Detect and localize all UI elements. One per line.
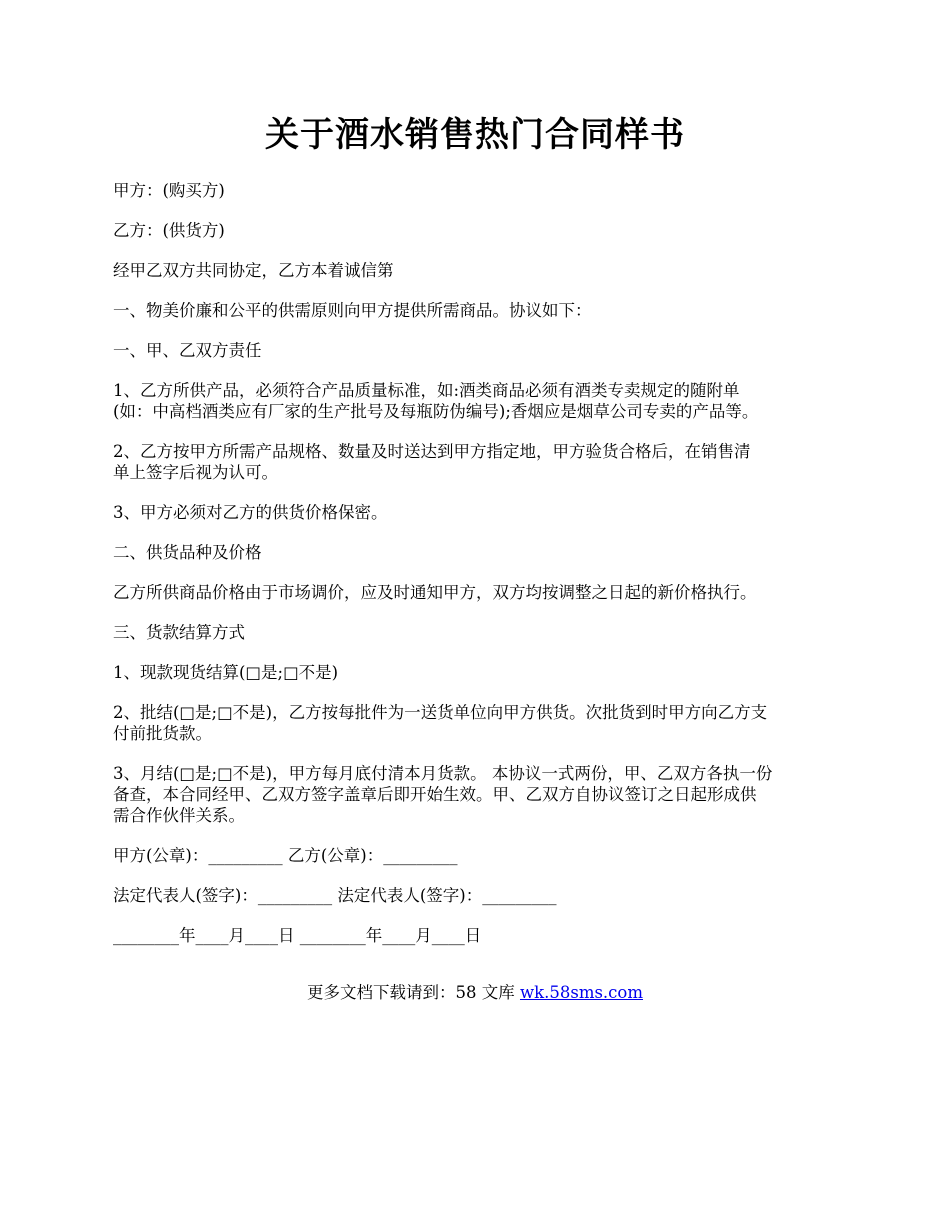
clause-3-3-line-1: 3、月结(□是;□不是)，甲方每月底付清本月货款。 本协议一式两份，甲、乙双方各执一份: [113, 764, 773, 783]
footer: [0, 982, 950, 1004]
document-body: [113, 180, 843, 965]
clause-3-2: [113, 702, 843, 744]
clause-1-2-line-1: 2、乙方按甲方所需产品规格、数量及时送达到甲方指定地，甲方验货合格后，在销售清: [113, 442, 751, 461]
clause-3-3: [113, 763, 843, 826]
footer-link[interactable]: wk.58sms.com: [519, 983, 643, 1002]
intro-paragraph: 经甲乙双方共同协定，乙方本着诚信第: [113, 261, 394, 280]
party-b-line: 乙方：(供货方): [113, 221, 225, 240]
footer-text: 更多文档下载请到：58 文库: [306, 983, 520, 1002]
clause-1-2-line-2: 单上签字后视为认可。: [113, 463, 278, 482]
principle-paragraph: 一、物美价廉和公平的供需原则向甲方提供所需商品。协议如下：: [113, 301, 592, 320]
section-2-text: 乙方所供商品价格由于市场调价，应及时通知甲方，双方均按调整之日起的新价格执行。: [113, 583, 757, 602]
signature-line: 法定代表人(签字)：_________ 法定代表人(签字)：_________: [113, 886, 557, 905]
document-title: 关于酒水销售热门合同样书: [265, 115, 685, 155]
clause-1-1-line-2: (如：中高档酒类应有厂家的生产批号及每瓶防伪编号);香烟应是烟草公司专卖的产品等。: [113, 402, 759, 421]
clause-1-1-line-1: 1、乙方所供产品，必须符合产品质量标准，如:酒类商品必须有酒类专卖规定的随附单: [113, 381, 740, 400]
section-2-heading: 二、供货品种及价格: [113, 543, 262, 562]
clause-3-1: 1、现款现货结算(□是;□不是): [113, 663, 339, 682]
clause-1-1: [113, 380, 843, 422]
party-a-line: 甲方：(购买方): [113, 181, 225, 200]
clause-1-2: [113, 441, 843, 483]
clause-3-2-line-2: 付前批货款。: [113, 724, 212, 743]
clause-1-3: 3、甲方必须对乙方的供货价格保密。: [113, 503, 388, 522]
clause-3-2-line-1: 2、批结(□是;□不是)，乙方按每批件为一送货单位向甲方供货。次批货到时甲方向乙方支: [113, 703, 768, 722]
date-line: ________年____月____日 ________年____月____日: [113, 926, 482, 945]
section-3-heading: 三、货款结算方式: [113, 623, 245, 642]
clause-3-3-line-3: 需合作伙伴关系。: [113, 806, 245, 825]
section-1-heading: 一、甲、乙双方责任: [113, 341, 262, 360]
seal-line: 甲方(公章)：_________ 乙方(公章)：_________: [113, 846, 458, 865]
clause-3-3-line-2: 备查，本合同经甲、乙双方签字盖章后即开始生效。甲、乙双方自协议签订之日起形成供: [113, 785, 757, 804]
